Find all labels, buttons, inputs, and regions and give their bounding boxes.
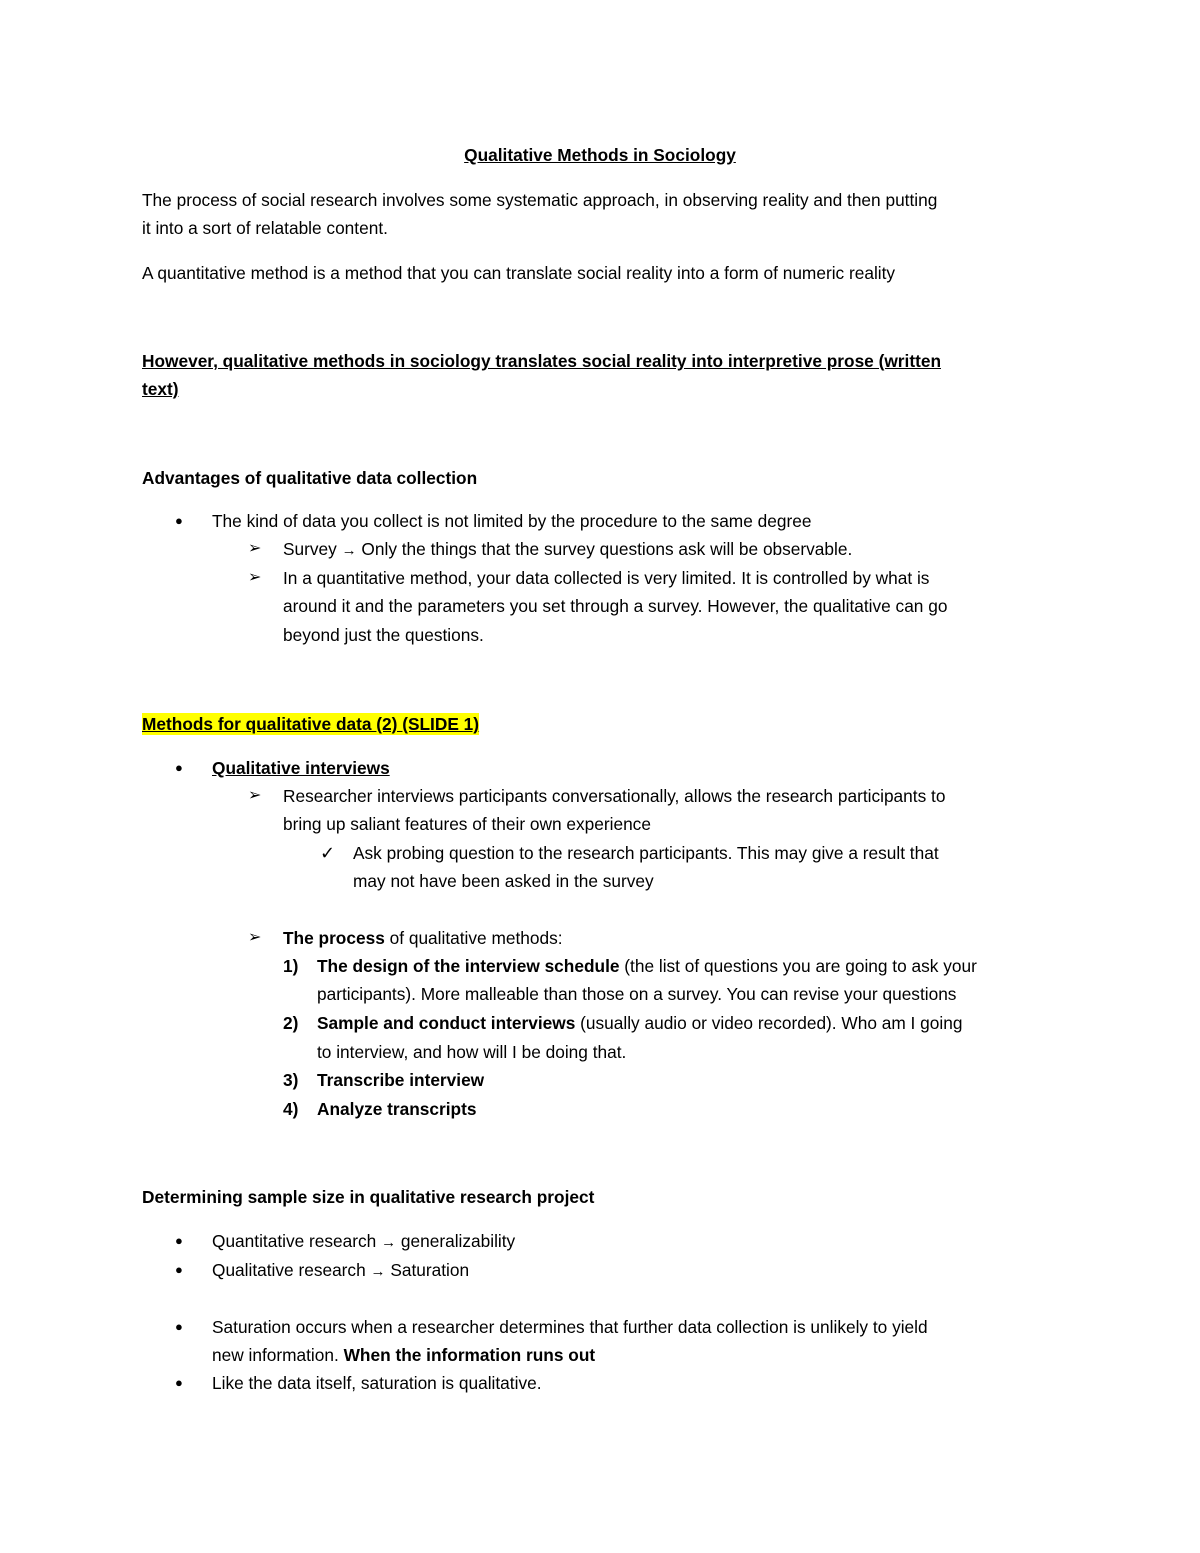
sample-b2-text-a: Qualitative research <box>212 1260 366 1280</box>
check-mark-icon: ✓ <box>320 843 336 863</box>
advantages-sub-2-line-2: around it and the parameters you set through a survey. However, the qualitative can go <box>283 596 948 616</box>
methods-bullet-1: Qualitative interviews <box>212 758 390 778</box>
bullet-icon: ● <box>175 1319 183 1334</box>
advantages-bullet-1: The kind of data you collect is not limited by the procedure to the same degree <box>212 511 812 531</box>
right-arrow-icon: → <box>341 542 357 559</box>
sample-b3-text-a: new information. <box>212 1345 339 1365</box>
bullet-icon: ● <box>175 513 183 528</box>
methods-sub-1-line-2: bring up saliant features of their own experience <box>283 814 651 834</box>
bullet-icon: ● <box>175 1262 183 1277</box>
advantages-sub-1 <box>283 538 852 562</box>
intro-paragraph-line-1: The process of social research involves some systematic approach, in observing reality and then putting <box>142 190 938 210</box>
bullet-icon: ● <box>175 760 183 775</box>
advantages-sub-2-line-3: beyond just the questions. <box>283 625 484 645</box>
intro-paragraph-2: A quantitative method is a method that you can translate social reality into a form of numeric reality <box>142 263 896 283</box>
sample-b2-text-b: Saturation <box>390 1260 470 1280</box>
step-1-line-2: participants). More malleable than those on a survey. You can revise your questions <box>317 984 957 1004</box>
sample-bullet-4: Like the data itself, saturation is qualitative. <box>212 1373 542 1393</box>
sample-bullet-2 <box>212 1259 469 1283</box>
methods-check-line-2: may not have been asked in the survey <box>353 871 654 891</box>
step-2-line-1 <box>317 1012 962 1034</box>
advantages-sub-2-line-1: In a quantitative method, your data collected is very limited. It is controlled by what is <box>283 568 930 588</box>
process-heading-rest: of qualitative methods: <box>384 928 563 948</box>
sample-bullet-1 <box>212 1230 515 1254</box>
sample-b1-text-a: Quantitative research <box>212 1231 377 1251</box>
step-number: 4) <box>283 1099 299 1119</box>
step-2-line-2: to interview, and how will I be doing that. <box>317 1042 627 1062</box>
arrowhead-icon: ➢ <box>248 929 262 946</box>
intro-paragraph-line-2: it into a sort of relatable content. <box>142 218 388 238</box>
step-2-rest: (usually audio or video recorded). Who am I going <box>575 1013 963 1033</box>
step-number: 1) <box>283 956 299 976</box>
advantages-heading: Advantages of qualitative data collection <box>142 468 478 488</box>
step-4: Analyze transcripts <box>317 1099 477 1119</box>
page-title: Qualitative Methods in Sociology <box>464 145 736 165</box>
sample-bullet-3-line-1: Saturation occurs when a researcher determines that further data collection is unlikely to yield <box>212 1317 928 1337</box>
process-heading <box>283 927 563 949</box>
methods-heading: Methods for qualitative data (2) (SLIDE 1) <box>142 714 480 734</box>
sample-b3-text-b: When the information runs out <box>343 1345 596 1365</box>
right-arrow-icon: → <box>370 1263 386 1280</box>
bullet-icon: ● <box>175 1375 183 1390</box>
however-line-1: However, qualitative methods in sociology translates social reality into interpretive prose (written <box>142 351 941 371</box>
right-arrow-icon: → <box>381 1234 397 1251</box>
arrowhead-icon: ➢ <box>248 787 262 804</box>
arrowhead-icon: ➢ <box>248 569 262 586</box>
step-1-rest: (the list of questions you are going to ask your <box>619 956 977 976</box>
step-3: Transcribe interview <box>317 1070 485 1090</box>
sub1-text-b: Only the things that the survey questions ask will be observable. <box>361 539 853 559</box>
methods-check-line-1: Ask probing question to the research participants. This may give a result that <box>353 843 939 863</box>
however-line-2: text) <box>142 379 179 399</box>
step-number: 2) <box>283 1013 299 1033</box>
methods-sub-1-line-1: Researcher interviews participants conversationally, allows the research participants to <box>283 786 946 806</box>
process-heading-bold: The process <box>283 928 385 948</box>
step-1-bold: The design of the interview schedule <box>317 956 620 976</box>
sample-b1-text-b: generalizability <box>400 1231 516 1251</box>
sample-heading: Determining sample size in qualitative research project <box>142 1187 595 1207</box>
arrowhead-icon: ➢ <box>248 540 262 557</box>
step-number: 3) <box>283 1070 299 1090</box>
bullet-icon: ● <box>175 1233 183 1248</box>
sample-bullet-3-line-2 <box>212 1344 595 1366</box>
step-2-bold: Sample and conduct interviews <box>317 1013 576 1033</box>
sub1-text-a: Survey <box>283 539 337 559</box>
step-1-line-1 <box>317 955 977 977</box>
